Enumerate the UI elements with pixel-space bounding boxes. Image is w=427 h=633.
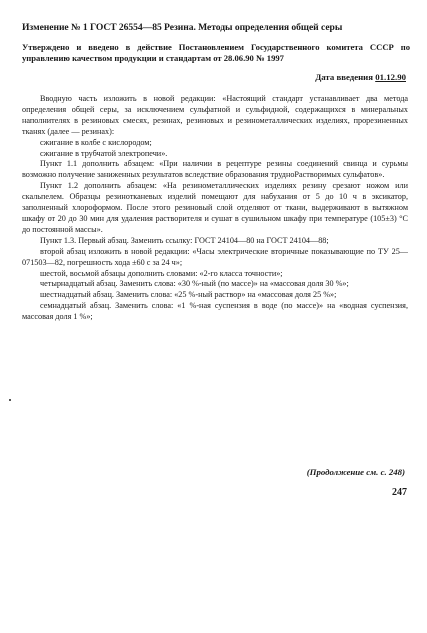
paragraph-introduction: Вводную часть изложить в новой редакции: «Настоящий стандарт устанавливает два метода определения общей серы, за исключением сульфатной и сульфидной, содержащихся в минеральных наполнителях в резиновых смесях, резинах, резиновых и резинометаллических изделиях, прорезиненных тканях (далее — резинах):: [22, 94, 408, 136]
effective-date-label: Дата введения: [315, 72, 373, 82]
paragraph-sixth-eighth: шестой, восьмой абзацы дополнить словами: «2-го класса точности»;: [40, 268, 283, 278]
paragraph-clause-1-2: Пункт 1.2 дополнить абзацем: «На резинометаллических изделиях резину срезают ножом или скальпелем. Образцы резинотканевых изделий помещают для набухания от 5 до 10 ч в эксикатор, заполненный хлороформом. После этого резиновый слой отделяют от ткани, выдерживают в вытяжном шкафу от 20 до 30 мин для удаления растворителя и сушат в сушильном шкафу при температуре (105±3) °С до постоянной массы».: [22, 181, 408, 234]
paragraph-method-furnace: сжигание в трубчатой электропечи».: [40, 148, 168, 158]
scan-speck: [9, 399, 11, 401]
paragraph-second-abzac: второй абзац изложить в новой редакции: «Часы электрические вторичные показывающие по ТУ 25—071503—82, погрешность хода ±60 с за 24 ч»;: [22, 246, 408, 267]
approval-statement: Утверждено и введено в действие Постановлением Государственного комитета СССР по управлению качеством продукции и стандартам от 28.06.90 № 1997: [22, 42, 410, 63]
paragraph-clause-1-3: Пункт 1.3. Первый абзац. Заменить ссылку: ГОСТ 24104—80 на ГОСТ 24104—88;: [40, 235, 329, 245]
document-title: Изменение № 1 ГОСТ 26554—85 Резина. Методы определения общей серы: [22, 22, 343, 33]
effective-date-value: 01.12.90: [375, 72, 406, 82]
paragraph-seventeenth: семнадцатый абзац. Заменить слова: «1 %-ная суспензия в воде (по массе)» на «водная суспензия, массовая доля 1 %»;: [22, 301, 408, 322]
paragraph-fourteenth: четырнадцатый абзац. Заменить слова: «30 %-ный (по массе)» на «массовая доля 30 %»;: [40, 279, 349, 289]
paragraph-method-flask: сжигание в колбе с кислородом;: [40, 137, 152, 147]
paragraph-sixteenth: шестнадцатый абзац. Заменить слова: «25 %-ный раствор» на «массовая доля 25 %»;: [40, 290, 337, 300]
document-body: [22, 94, 408, 323]
page-number: 247: [392, 487, 407, 498]
continuation-note: (Продолжение см. с. 248): [306, 467, 405, 477]
paragraph-clause-1-1: Пункт 1.1 дополнить абзацем: «При наличии в рецептуре резины соединений свинца и сурьмы возможно получение заниженных результатов вследствие образования трудноРастворимых сульфатов».: [22, 159, 408, 180]
effective-date-line: [315, 72, 406, 83]
